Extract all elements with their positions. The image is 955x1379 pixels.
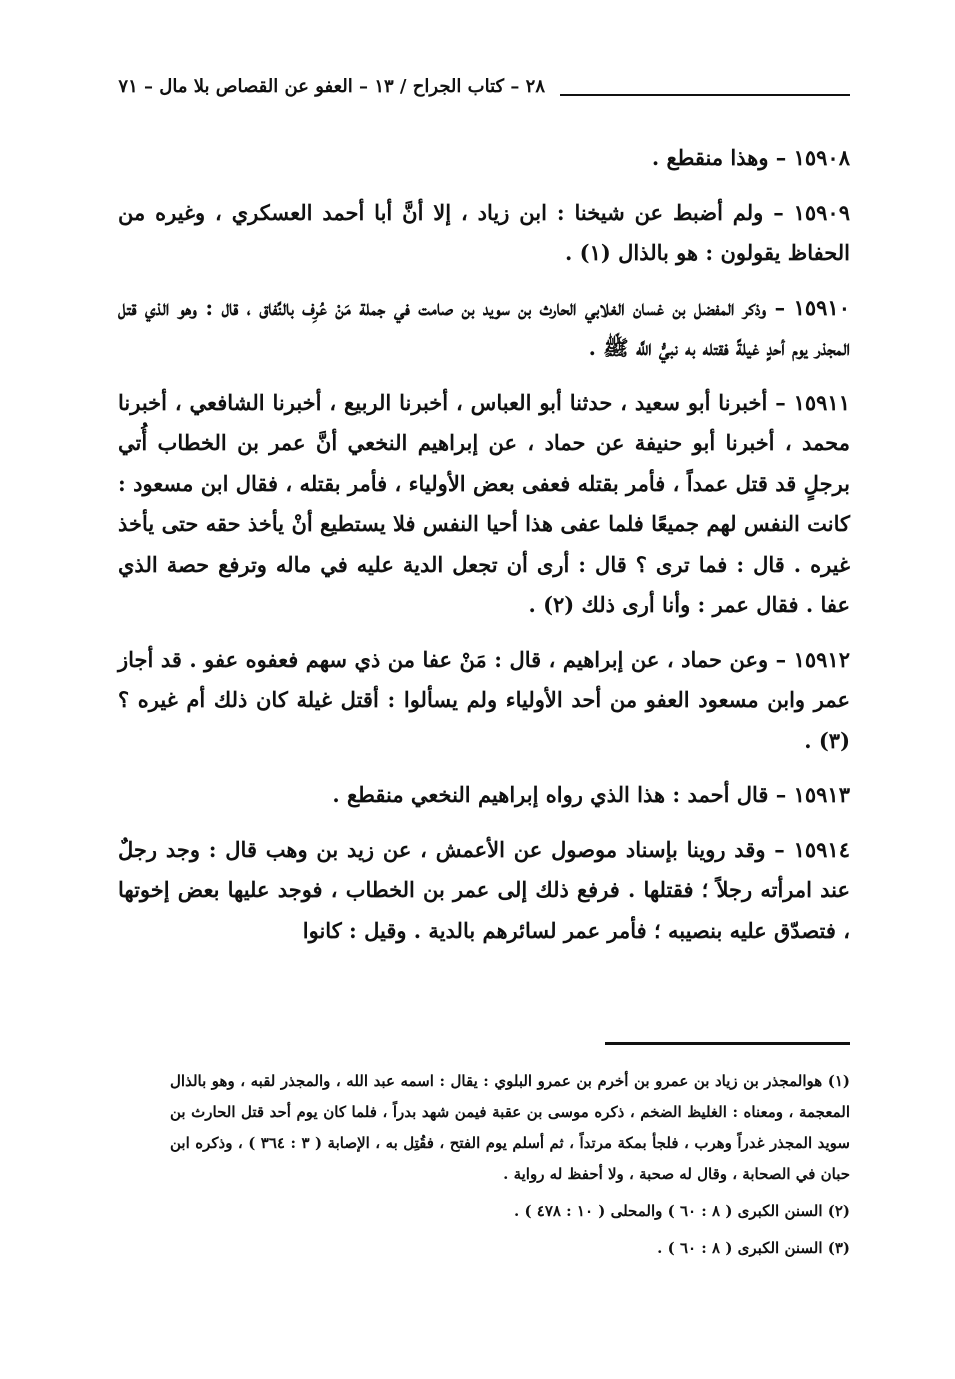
footnotes xyxy=(170,1066,850,1270)
paragraph: ١٥٩١٢ – وعن حماد ، عن إبراهيم ، قال : مَنْ عفا من ذي سهم فعفوه عفو . قد أجاز عمر وابن مسعود العفو من أحد الأولياء ولم يسألوا : أقتل غيلة كان ذلك أم غيره ؟ (٣) . xyxy=(118,646,850,753)
footnote-separator xyxy=(605,1042,850,1045)
running-header xyxy=(118,70,850,104)
main-text xyxy=(118,138,850,965)
footnote: (١) هوالمجذر بن زياد بن عمرو بن أخرم بن عمرو البلوي : يقال : اسمه عبد الله ، والمجذر لقبه ، وهو بالذال المعجمة ، ومعناه : الغليظ الضخم ، ذكره موسى بن عقبة فيمن شهد بدراً ، فلما كان يوم أحد قتل الحارث بن سويد المجذر غدراً وهرب ، فلجأ بمكة مرتداً ، ثم أسلم يوم الفتح ، فقُتِل به ، الإصابة ( ٣ : ٣٦٤ ) ، وذكره ابن حبان في الصحابة ، وقال له صحبة ، ولا أحفظ له رواية . xyxy=(170,1072,850,1183)
header-rule xyxy=(560,94,850,96)
paragraph: ١٥٩٠٨ – وهذا منقطع . xyxy=(651,145,850,170)
paragraph: ١٥٩١٤ – وقد روينا بإسناد موصول عن الأعمش ، عن زيد بن وهب قال : وجد رجلٌ عند امرأته رجلاً ؛ فقتلها . فرفع ذلك إلى عمر بن الخطاب ، فوجد عليها بعض إخوتها ، فتصدّق عليه بنصيبه ؛ فأمر عمر لسائرهم بالدية . وقيل : كانوا xyxy=(118,836,850,943)
footnote: (٣) السنن الكبرى ( ٨ : ٦٠ ) . xyxy=(657,1239,850,1257)
paragraph: ١٥٩١٣ – قال أحمد : هذا الذي رواه إبراهيم النخعي منقطع . xyxy=(332,782,850,807)
running-title: ٢٨ – كتاب الجراح / ١٣ – العفو عن القصاص بلا مال – ٧١ xyxy=(118,76,545,97)
paragraph: ١٥٩٠٩ – ولم أضبط عن شيخنا : ابن زياد ، إلا أنَّ أبا أحمد العسكري ، وغيره من الحفاظ يقولون : هو بالذال (١) . xyxy=(118,199,850,265)
paragraph: ١٥٩١٠ – وذكر المفضل بن غسان الغلابي الحارث بن سويد بن صامت في جملة مَنْ عُرِف بالنِّفاق ، قال : وهو الذي قتل المجذر يوم أحدٍ غيلةً فقتله به نبيُّ اللَّه ﷺ . xyxy=(118,294,850,360)
paragraph: ١٥٩١١ – أخبرنا أبو سعيد ، حدثنا أبو العباس ، أخبرنا الربيع ، أخبرنا الشافعي ، أخبرنا محمد ، أخبرنا أبو حنيفة عن حماد ، عن إبراهيم النخعي أنَّ عمر بن الخطاب أُتي برجلٍ قد قتل عمداً ، فأمر بقتله فعفى بعض الأولياء ، فأمر بقتله ، فقال ابن مسعود : كانت النفس لهم جميعًا فلما عفى هذا أحيا النفس فلا يستطيع أنْ يأخذ حقه حتى يأخذ غيره . قال : فما ترى ؟ قال : أرى أن تجعل الدية عليه في ماله وترفع حصة الذي عفا . فقال عمر : وأنا أرى ذلك (٢) . xyxy=(118,389,850,617)
footnote: (٢) السنن الكبرى ( ٨ : ٦٠ ) والمحلى ( ١٠ : ٤٧٨ ) . xyxy=(514,1202,850,1220)
